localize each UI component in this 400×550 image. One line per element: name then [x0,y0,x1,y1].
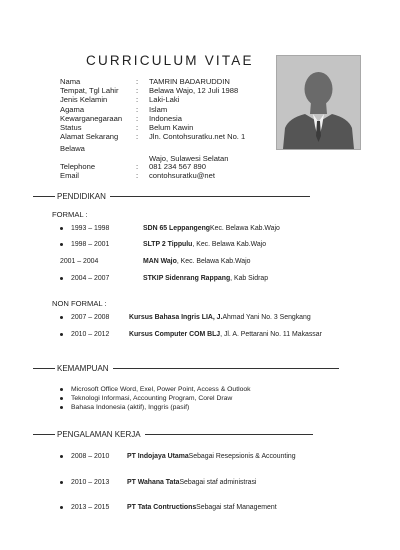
address-continued-right: Wajo, Sulawesi Selatan [149,154,229,163]
section-kemampuan [33,364,339,373]
bullet-icon [60,243,63,246]
divider-line [33,196,55,197]
item-year: 2008 – 2010 [71,453,110,460]
skill-item [60,395,232,402]
item-name: PT Tata Contructions [127,504,197,511]
item-name: PT Wahana Tata [127,479,180,486]
info-colon: : [136,95,139,105]
info-colon: : [136,162,139,171]
experience-item [60,504,277,511]
info-value: TAMRIN BADARUDDIN [149,77,230,86]
formal-item [60,241,266,248]
bullet-icon [60,455,63,458]
info-label: Agama [60,104,85,114]
info-row-email [60,171,215,180]
section-title: PENDIDIKAN [57,192,106,201]
item-detail: Sebagai Resepsionis & Accounting [188,453,296,460]
info-value: Belawa Wajo, 12 Juli 1988 [149,86,239,96]
address-continued-left: Belawa [60,144,85,153]
info-colon: : [136,86,139,96]
item-name: Kursus Bahasa Ingris LIA, J. [129,314,223,321]
item-name: SDN 65 Leppangeng [143,225,211,232]
item-year: 2010 – 2012 [71,331,110,338]
personal-info [60,77,245,141]
contact-info [60,162,215,180]
info-label: Tempat, Tgl Lahir [60,86,119,96]
info-colon: : [136,123,139,133]
info-value: Belum Kawin [149,123,194,133]
skill-item [60,404,189,411]
section-title: KEMAMPUAN [57,364,109,373]
item-detail: , Kec. Belawa Kab.Wajo [192,241,267,248]
item-name: PT Indojaya Utama [127,453,189,460]
item-detail: , Jl. A. Pettarani No. 11 Makassar [220,331,322,338]
info-row-nama [60,77,245,86]
bullet-icon [60,506,63,509]
divider-line [113,368,339,369]
info-row-kewarganegaraan [60,114,245,123]
item-year: 1993 – 1998 [71,225,110,232]
item-name: Kursus Computer COM BLJ [129,331,221,338]
item-year: 2001 – 2004 [60,258,99,265]
divider-line [110,196,310,197]
item-detail: Sebagai staf Management [196,504,277,511]
nonformal-item [60,331,322,338]
bullet-icon [60,406,63,409]
bullet-icon [60,397,63,400]
info-value: Jln. Contohsuratku.net No. 1 [149,132,246,142]
item-year: 2007 – 2008 [71,314,110,321]
bullet-icon [60,316,63,319]
info-label: Status [60,123,82,133]
formal-item [60,258,250,265]
section-pendidikan [33,192,310,201]
item-year: 2004 – 2007 [71,275,110,282]
section-title: PENGALAMAN KERJA [57,430,141,439]
skill-text: Microsoft Office Word, Exel, Power Point, Access & Outlook [71,386,251,393]
nonformal-label: NON FORMAL : [52,299,107,308]
info-label: Alamat Sekarang [60,132,119,142]
person-silhouette-icon [277,56,360,149]
item-detail: Kec. Belawa Kab.Wajo [210,225,280,232]
item-year: 1998 – 2001 [71,241,110,248]
info-colon: : [136,171,139,181]
item-year: 2010 – 2013 [71,479,110,486]
item-year: 2013 – 2015 [71,504,110,511]
item-detail: , Kab Sidrap [230,275,269,282]
nonformal-item [60,314,311,321]
formal-label: FORMAL : [52,210,88,219]
divider-line [33,368,55,369]
info-value: contohsuratku@net [149,171,215,181]
info-row-telephone [60,162,215,171]
bullet-icon [60,388,63,391]
page-title: CURRICULUM VITAE [86,53,254,68]
bullet-icon [60,481,63,484]
experience-item [60,453,296,460]
formal-item [60,275,268,282]
item-detail: , Kec. Belawa Kab.Wajo [176,258,251,265]
item-detail: Sebagai staf administrasi [179,479,257,486]
info-value: Indonesia [149,113,182,123]
item-name: STKIP Sidenrang Rappang [143,275,231,282]
info-value: Laki-Laki [149,95,180,105]
item-name: SLTP 2 Tippulu [143,241,193,248]
skill-item [60,386,251,393]
experience-item [60,479,256,486]
info-row-gender [60,95,245,104]
info-colon: : [136,132,139,142]
section-pengalaman [33,430,313,439]
item-name: MAN Wajo [143,258,177,265]
bullet-icon [60,227,63,230]
info-label: Kewarganegaraan [60,113,123,123]
info-label: Nama [60,77,81,86]
info-row-alamat [60,132,245,141]
skill-text: Teknologi Informasi, Accounting Program, Corel Draw [71,395,233,402]
info-row-agama [60,105,245,114]
skill-text: Bahasa Indonesia (aktif), Inggris (pasif) [71,404,190,411]
bullet-icon [60,277,63,280]
profile-photo [276,55,361,150]
bullet-icon [60,333,63,336]
formal-item [60,225,280,232]
info-value: Islam [149,104,168,114]
info-colon: : [136,104,139,114]
info-row-status [60,123,245,132]
info-row-ttl [60,86,245,95]
divider-line [33,434,55,435]
item-detail: Ahmad Yani No. 3 Sengkang [222,314,311,321]
info-value: 081 234 567 890 [149,162,207,171]
info-label: Telephone [60,162,96,171]
info-colon: : [136,113,139,123]
info-label: Jenis Kelamin [60,95,108,105]
info-label: Email [60,171,79,181]
divider-line [145,434,313,435]
info-colon: : [136,77,139,86]
